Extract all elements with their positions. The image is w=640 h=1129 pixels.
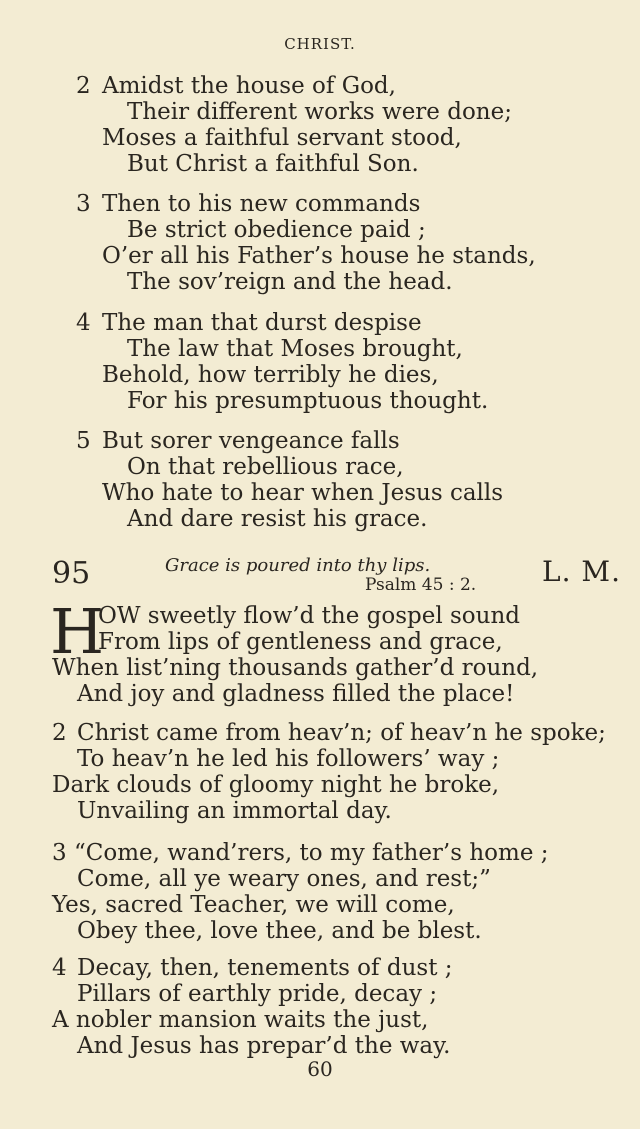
verse-line: But Christ a faithful Son. bbox=[127, 151, 419, 177]
verse-line: And joy and gladness filled the place! bbox=[77, 681, 515, 707]
verse-line: “Come, wand’rers, to my father’s home ; bbox=[74, 840, 549, 866]
verse-line: On that rebellious race, bbox=[127, 454, 404, 480]
verse-line: When list’ning thousands gather’d round, bbox=[52, 655, 539, 681]
hymn-title: Grace is poured into thy lips. bbox=[165, 555, 431, 576]
verse-line: Their different works were done; bbox=[127, 99, 512, 125]
stanza-number: 4 bbox=[52, 955, 67, 981]
verse-line: Behold, how terribly he dies, bbox=[102, 362, 439, 388]
verse-line: But sorer vengeance falls bbox=[102, 428, 400, 454]
verse-line: And Jesus has prepar’d the way. bbox=[77, 1033, 451, 1059]
stanza-number: 3 bbox=[76, 191, 91, 217]
verse-line: A nobler mansion waits the just, bbox=[52, 1007, 429, 1033]
stanza-number: 2 bbox=[52, 720, 67, 746]
verse-line: The law that Moses brought, bbox=[127, 336, 463, 362]
verse-line: Who hate to hear when Jesus calls bbox=[102, 480, 504, 506]
verse-line: To heav’n he led his followers’ way ; bbox=[77, 746, 500, 772]
verse-line: The man that durst despise bbox=[102, 310, 422, 336]
page-number: 60 bbox=[307, 1057, 333, 1081]
stanza-number: 5 bbox=[76, 428, 91, 454]
hymn-meter: L. M. bbox=[542, 555, 621, 588]
drop-cap: H bbox=[50, 595, 105, 668]
hymn-number: 95 bbox=[52, 556, 91, 591]
stanza-number: 2 bbox=[76, 73, 91, 99]
verse-line: OW sweetly flow’d the gospel sound bbox=[98, 603, 520, 629]
verse-line: The sov’reign and the head. bbox=[127, 269, 453, 295]
verse-line: Dark clouds of gloomy night he broke, bbox=[52, 772, 500, 798]
verse-line: Yes, sacred Teacher, we will come, bbox=[52, 892, 455, 918]
scripture-reference: Psalm 45 : 2. bbox=[365, 575, 477, 595]
verse-line: Then to his new commands bbox=[102, 191, 421, 217]
stanza-number: 3 bbox=[52, 840, 67, 866]
verse-line: Come, all ye weary ones, and rest;” bbox=[77, 866, 491, 892]
running-head: CHRIST. bbox=[284, 35, 356, 53]
verse-line: Christ came from heav’n; of heav’n he spoke; bbox=[77, 720, 606, 746]
verse-line: Unvailing an immortal day. bbox=[77, 798, 392, 824]
verse-line: Moses a faithful servant stood, bbox=[102, 125, 462, 151]
verse-line: Amidst the house of God, bbox=[102, 73, 396, 99]
stanza-number: 4 bbox=[76, 310, 91, 336]
verse-line: From lips of gentleness and grace, bbox=[98, 629, 503, 655]
verse-line: For his presumptuous thought. bbox=[127, 388, 489, 414]
verse-line: And dare resist his grace. bbox=[127, 506, 428, 532]
verse-line: Obey thee, love thee, and be blest. bbox=[77, 918, 482, 944]
verse-line: Be strict obedience paid ; bbox=[127, 217, 426, 243]
verse-line: O’er all his Father’s house he stands, bbox=[102, 243, 536, 269]
verse-line: Pillars of earthly pride, decay ; bbox=[77, 981, 438, 1007]
verse-line: Decay, then, tenements of dust ; bbox=[77, 955, 453, 981]
